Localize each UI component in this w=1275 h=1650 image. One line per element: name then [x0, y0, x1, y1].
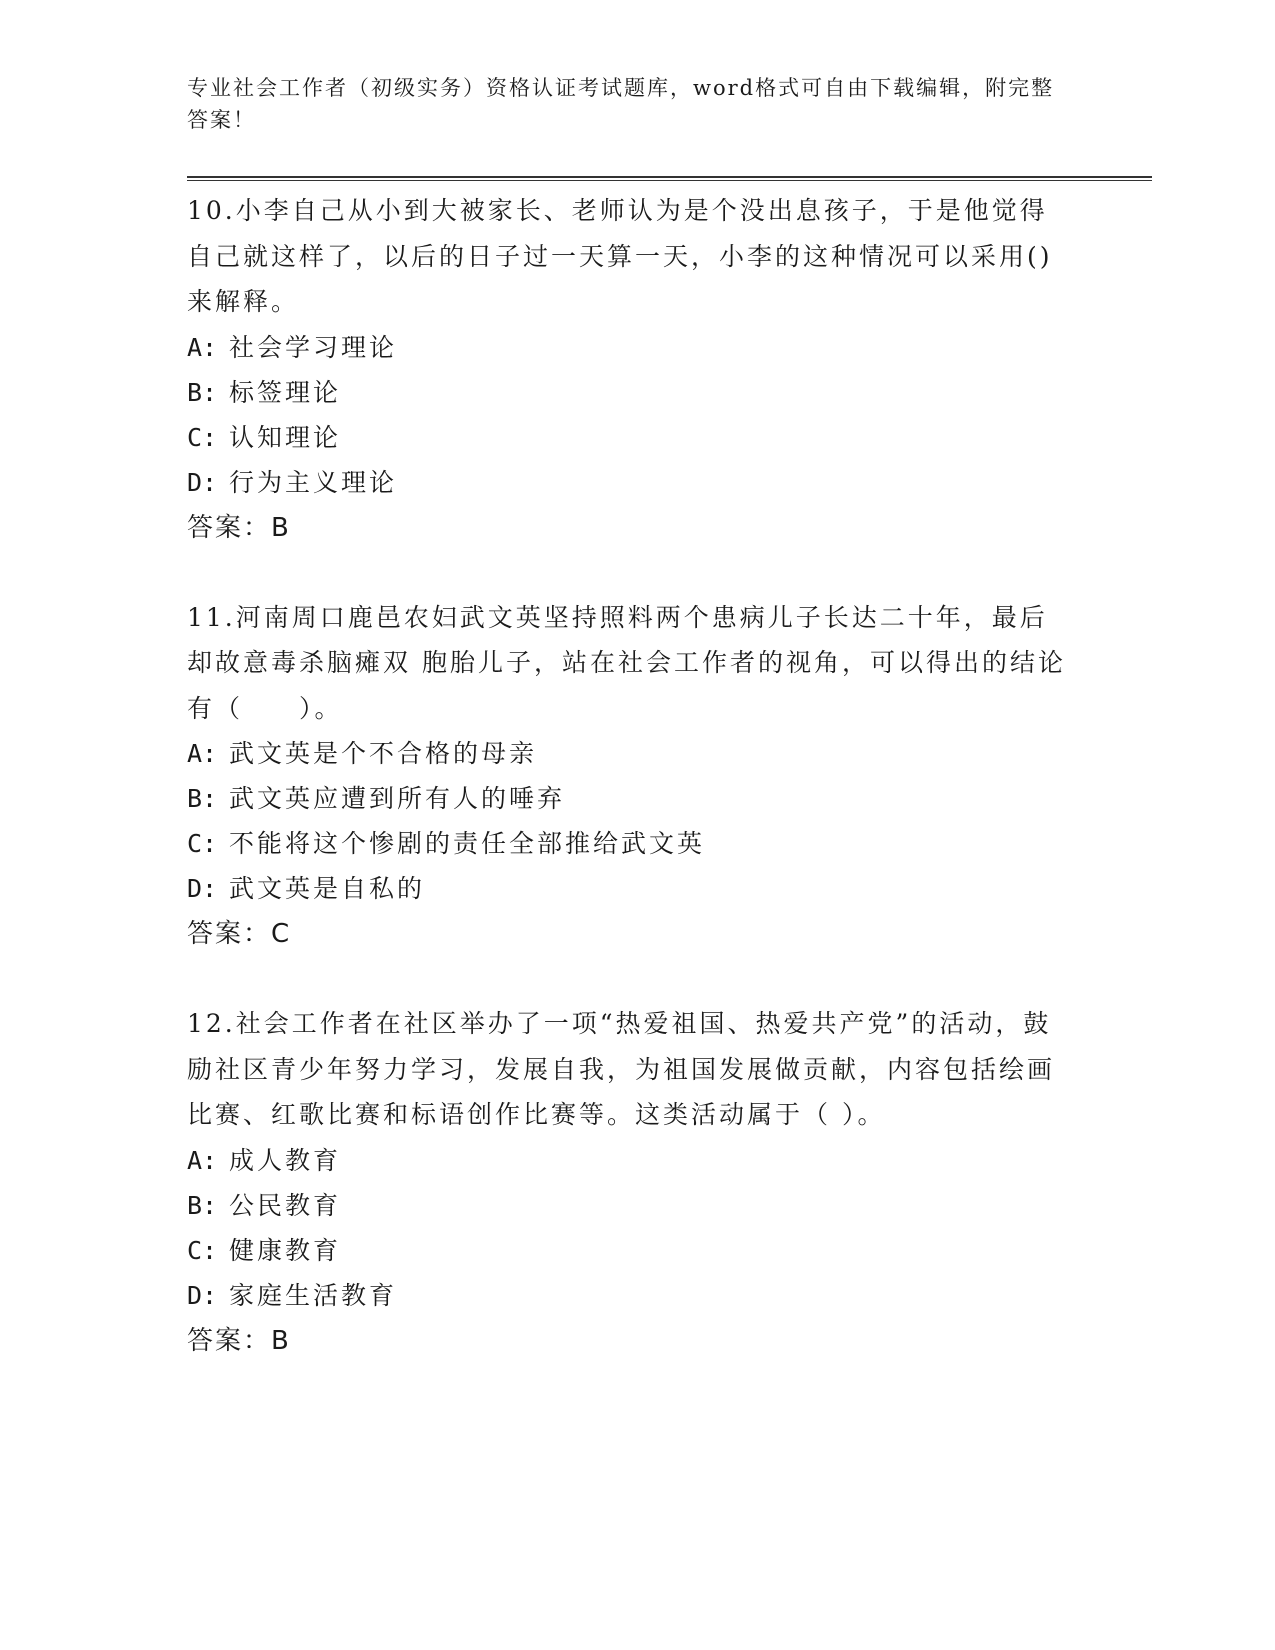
- option-letter: D:: [187, 874, 218, 903]
- question-item: [187, 1001, 1067, 1364]
- header-divider: [187, 176, 1152, 181]
- option-item: [187, 370, 1067, 415]
- answer-line: 答案：C: [187, 919, 292, 949]
- option-item: [187, 776, 1067, 821]
- question-stem: 11.河南周口鹿邑农妇武文英坚持照料两个患病儿子长达二十年，最后却故意毒杀脑瘫双 胞胎儿子，站在社会工作者的视角，可以得出的结论有（ ）。: [187, 602, 1066, 723]
- option-text: 家庭生活教育: [229, 1280, 398, 1310]
- option-item: [187, 821, 1067, 866]
- question-item: [187, 188, 1067, 551]
- option-letter: D:: [187, 467, 218, 497]
- option-text: 行为主义理论: [229, 467, 398, 497]
- option-item: [187, 460, 1067, 505]
- option-text: 公民教育: [229, 1190, 342, 1220]
- option-item: [187, 415, 1067, 460]
- option-item: [187, 1138, 1067, 1183]
- option-letter: B:: [187, 1190, 218, 1220]
- option-item: [187, 1273, 1067, 1318]
- option-letter: C:: [187, 1235, 218, 1265]
- option-item: [187, 325, 1067, 370]
- question-item: [187, 595, 1067, 958]
- option-letter: B:: [187, 784, 218, 813]
- option-letter: B:: [187, 377, 218, 407]
- answer-line: 答案：B: [187, 512, 291, 543]
- document-header: 专业社会工作者（初级实务）资格认证考试题库，word格式可自由下载编辑，附完整答案！: [187, 76, 1055, 132]
- answer-line: 答案：B: [187, 1325, 291, 1356]
- option-list: [187, 1138, 1067, 1318]
- option-text: 武文英是自私的: [229, 874, 426, 903]
- option-text: 武文英应遭到所有人的唾弃: [229, 784, 566, 813]
- option-letter: A:: [187, 1145, 218, 1175]
- option-text: 标签理论: [229, 377, 342, 407]
- option-letter: A:: [187, 332, 218, 362]
- question-stem: 12.社会工作者在社区举办了一项“热爱祖国、热爱共产党”的活动，鼓励社区青少年努力学习，发展自我，为祖国发展做贡献，内容包括绘画比赛、红歌比赛和标语创作比赛等。这类活动属于（ ）。: [187, 1009, 1056, 1129]
- option-list: [187, 731, 1067, 911]
- option-text: 不能将这个惨剧的责任全部推给武文英: [229, 829, 706, 858]
- option-text: 认知理论: [229, 422, 342, 452]
- option-text: 武文英是个不合格的母亲: [229, 739, 538, 768]
- option-item: [187, 1183, 1067, 1228]
- option-item: [187, 731, 1067, 776]
- option-item: [187, 866, 1067, 911]
- option-letter: D:: [187, 1280, 218, 1310]
- option-text: 社会学习理论: [229, 332, 398, 362]
- option-item: [187, 1228, 1067, 1273]
- question-list: [187, 188, 1067, 1408]
- option-text: 健康教育: [229, 1235, 342, 1265]
- question-stem: 10.小李自己从小到大被家长、老师认为是个没出息孩子，于是他觉得自己就这样了，以后的日子过一天算一天，小李的这种情况可以采用()来解释。: [187, 196, 1053, 316]
- option-text: 成人教育: [229, 1145, 342, 1175]
- option-letter: C:: [187, 422, 218, 452]
- option-letter: A:: [187, 739, 218, 768]
- option-letter: C:: [187, 829, 218, 858]
- option-list: [187, 325, 1067, 505]
